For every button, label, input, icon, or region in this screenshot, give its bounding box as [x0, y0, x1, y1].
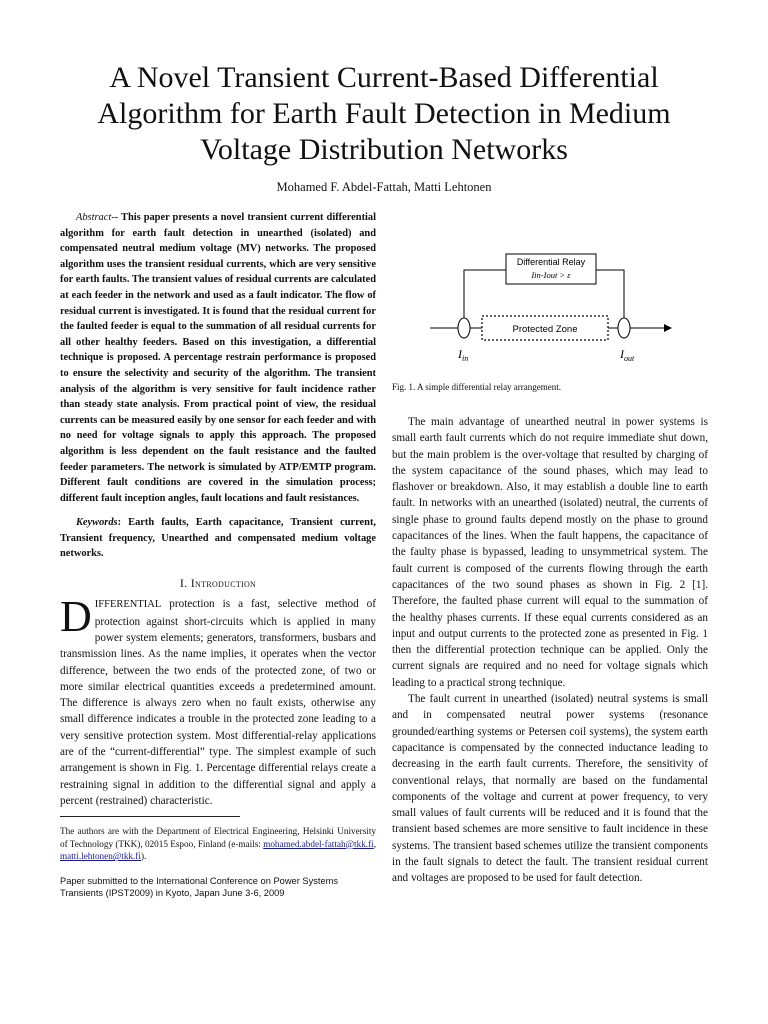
zone-label: Protected Zone [512, 324, 578, 335]
right-column [392, 414, 708, 887]
footnote-end: ). [140, 851, 147, 862]
left-column [60, 210, 376, 900]
keywords-text: : Earth faults, Earth capacitance, Transient current, Transient frequency, Unearthed and compensated medium voltage networks. [60, 517, 376, 560]
footnote [60, 825, 376, 863]
ct-out-icon [618, 318, 630, 338]
email-link[interactable]: matti.lehtonen@tkk.fi [60, 851, 141, 862]
title-line: A Novel Transient Current-Based Differential [109, 61, 659, 94]
figure-1-diagram [392, 240, 712, 380]
authors: Mohamed F. Abdel-Fattah, Matti Lehtonen [276, 180, 492, 194]
current-out-label: $I_{out}$ [620, 347, 635, 363]
arrow-head-icon [664, 324, 672, 332]
intro-text: protection is a fast, selective method of protection against short-circuits which is applied in many power system elements; generators, transformers, busbars and transmission lines. As the name implies, it operates when the vector difference, between the two ends of the protected zone, of two or more similar electrical quantities exceeds a predetermined amount. The difference is always zero when no fault exists, otherwise any small difference indicates a trouble in the protected zone leading to a very sensitive protection system. Most differential-relay applications are of the “current-differential” type. The simplest example of such arrangement is shown in Fig. 1. Percentage differential relays create a restraining signal in addition to the differential signal and apply a percent (restrained) characteristic. [60, 598, 376, 807]
relay-wire-right [596, 270, 624, 318]
paper-title [40, 60, 728, 168]
intro-first-word: IFFERENTIAL [94, 599, 162, 611]
body-paragraph: The main advantage of unearthed neutral in power systems is small earth fault currents which do not require immediate shut down, but the main problem is the over-voltage that resulted by charging of the system capacitance of the sound phases, which may lead to flashover or breakdown. Also, it may establish a double line to earth fault. In networks with an unearthed (isolated) neutral, the currents of single phase to ground faults depend mostly on the phase to ground capacitances of the lines. When the fault happens, the capacitance of the faulty phase is bypassed, leading to unsymmetrical system. The fault current is composed of the currents flowing through the earth capacitances of the two sound phases as shown in Fig. 2 [1]. Therefore, the faulted phase current will equal to the summation of the healthy phases currents. If these equal currents considered as an input and output currents to the protected zone as presented in Fig. 1 then the differential protection technique can be applied. Only the current signals are required and no need for voltage signals which leading to a practical strong technique. [392, 416, 708, 689]
abstract-text: This paper presents a novel transient current differential algorithm for earth fault detection in unearthed (isolated) and compensated neutral medium voltage (MV) networks. The proposed algorithm uses the transient residual currents, which are very sensitive for earth faults. The transient values of residual currents are calculated at each feeder in the network and used as a fault indicator. The flow of residual current is investigated. It is found that the residual current for the faulted feeder is equal to the summation of all residual currents for all other healthy feeders. Based on this investigation, a differential technique is proposed. A percentage restrain performance is proposed to ensure the selectivity and security of the algorithm. The transient analysis of the algorithm is very sensitive for fault incidence rather than steady state analysis. From practical point of view, the residual currents can be measured easily by one sensor for each feeder and with no need for voltage signals to apply this approach. The proposed algorithm is less dependent on the fault resistance and the faulted feeder parameters. The network is simulated by ATP/EMTP program. Different fault conditions are covered in the simulation process; different fault inception angles, fault locations and fault resistances. [60, 212, 376, 504]
ct-in-icon [458, 318, 470, 338]
footnote-text: The authors are with the Department of Electrical Engineering, Helsinki University of Technology (TKK), 02015 Espoo, Finland (e-mails: [60, 826, 376, 849]
section-number: I. [179, 576, 191, 591]
drop-cap: D [60, 592, 92, 642]
section-heading [60, 575, 376, 591]
relay-label: Differential Relay [516, 257, 586, 267]
relay-formula: Iin-Iout > ε [531, 270, 571, 280]
title-line: Voltage Distribution Networks [200, 133, 568, 166]
submission-note: Paper submitted to the International Conference on Power Systems Transients (IPST2009) in Kyoto, Japan June 3-6, 2009 [60, 875, 339, 899]
intro-paragraph [60, 592, 376, 809]
relay-wire-left [464, 270, 506, 318]
footnote-sep: , [373, 838, 376, 849]
title-line: Algorithm for Earth Fault Detection in Medium [97, 97, 671, 130]
keywords-label: Keywords [76, 517, 118, 529]
figure-caption: Fig. 1. A simple differential relay arrangement. [392, 382, 562, 392]
abstract-label: Abstract-- [76, 212, 119, 223]
section-title: Introduction [190, 576, 257, 591]
email-link[interactable]: mohamed.abdel-fattah@tkk.fi [263, 838, 374, 849]
footnote-rule [60, 816, 240, 817]
keywords [60, 515, 376, 562]
body-paragraph: The fault current in unearthed (isolated) neutral systems is small and in compensated neutral power systems (resonance grounded/earthing systems or Petersen coil systems), the system earth capacitance is compensated by the connected inductance leading to decreasing in the earth fault currents. Therefore, the sensitivity of conventional relays, that normally are based on the fundamental components of the voltage and current at power frequency, to very small values of fault currents will be reduced and it is found that the transient based schemes are more sensitive to fault incidence in these systems. The transient based schemes utilize the transient components in the fault signals to detect the fault. The transient residual current and voltages are proposed to be used for fault detection. [392, 693, 708, 885]
abstract [60, 210, 376, 506]
current-in-label: $I_{in}$ [458, 347, 469, 363]
